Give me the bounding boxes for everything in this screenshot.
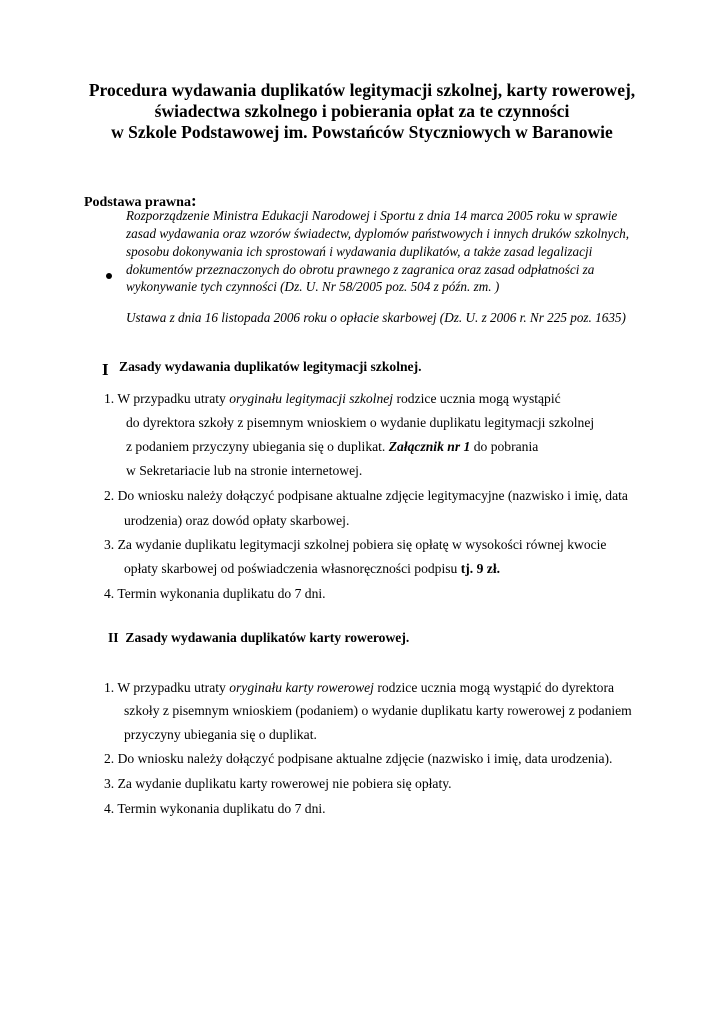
section-1-item-2-line-1: 2. Do wniosku należy dołączyć podpisane aktualne zdjęcie legitymacyjne (nazwisko i imię, data [104,488,628,503]
document-title-line-3: w Szkole Podstawowej im. Powstańców Styczniowych w Baranowie [111,122,613,142]
section-1-item-4: 4. Termin wykonania duplikatu do 7 dni. [104,586,326,601]
section-2-item-1-line-2: szkoły z pisemnym wnioskiem (podaniem) o wydanie duplikatu karty rowerowej z podaniem [124,703,632,718]
section-1-item-3-line-1: 3. Za wydanie duplikatu legitymacji szkolnej pobiera się opłatę w wysokości równej kwocie [104,537,607,552]
legal-basis-heading: Podstawa prawna: [84,191,197,210]
section-2-item-4: 4. Termin wykonania duplikatu do 7 dni. [104,801,326,816]
section-2-item-1-line-1: 1. W przypadku utraty oryginału karty rowerowej rodzice ucznia mogą wystąpić do dyrektora [104,680,615,695]
section-2-item-1-line-3: przyczyny ubiegania się o duplikat. [124,727,317,742]
section-2-item-2: 2. Do wniosku należy dołączyć podpisane aktualne zdjęcie (nazwisko i imię, data urodzenia). [104,751,613,766]
legal-ref-1-line-3: sposobu dokonywania ich sprostowań i wydawania duplikatów, a także zasad legalizacji [126,244,593,259]
legal-ref-1-line-5: wykonywanie tych czynności (Dz. U. Nr 58/2005 poz. 504 z późn. zm. ) [126,279,500,294]
section-1-item-1-line-3: z podaniem przyczyny ubiegania się o duplikat. Załącznik nr 1 do pobrania [126,439,539,454]
legal-ref-1-line-2: zasad wydawania oraz wzorów świadectw, dyplomów państwowych i innych druków szkolnych, [126,226,630,241]
document-title-line-1: Procedura wydawania duplikatów legitymacji szkolnej, karty rowerowej, [88,80,636,100]
document-title-line-2: świadectwa szkolnego i pobierania opłat za te czynności [154,101,570,121]
section-1-item-1-line-4: w Sekretariacie lub na stronie internetowej. [126,463,363,478]
section-1-item-3-line-2: opłaty skarbowej od poświadczenia własnoręczności podpisu tj. 9 zł. [124,561,500,576]
section-1-numeral: I [102,360,109,379]
section-1-item-2-line-2: urodzenia) oraz dowód opłaty skarbowej. [124,513,350,528]
section-2-heading-row: II Zasady wydawania duplikatów karty rowerowej. [108,630,410,645]
legal-ref-1-line-1: Rozporządzenie Ministra Edukacji Narodowej i Sportu z dnia 14 marca 2005 roku w sprawie [126,208,618,223]
section-1-item-1-line-1: 1. W przypadku utraty oryginału legitymacji szkolnej rodzice ucznia mogą wystąpić [104,391,561,406]
legal-ref-1-line-4: dokumentów przeznaczonych do obrotu prawnego z zagranica oraz zasad odpłatności za [126,262,595,277]
section-1-item-1-line-2: do dyrektora szkoły z pisemnym wnioskiem o wydanie duplikatu legitymacji szkolnej [126,415,595,430]
section-2-item-3: 3. Za wydanie duplikatu karty rowerowej nie pobiera się opłaty. [104,776,452,791]
section-1-heading: Zasady wydawania duplikatów legitymacji szkolnej. [119,359,422,374]
legal-ref-2: Ustawa z dnia 16 listopada 2006 roku o opłacie skarbowej (Dz. U. z 2006 r. Nr 225 poz. 1635) [126,310,626,325]
bullet-icon [106,273,112,279]
